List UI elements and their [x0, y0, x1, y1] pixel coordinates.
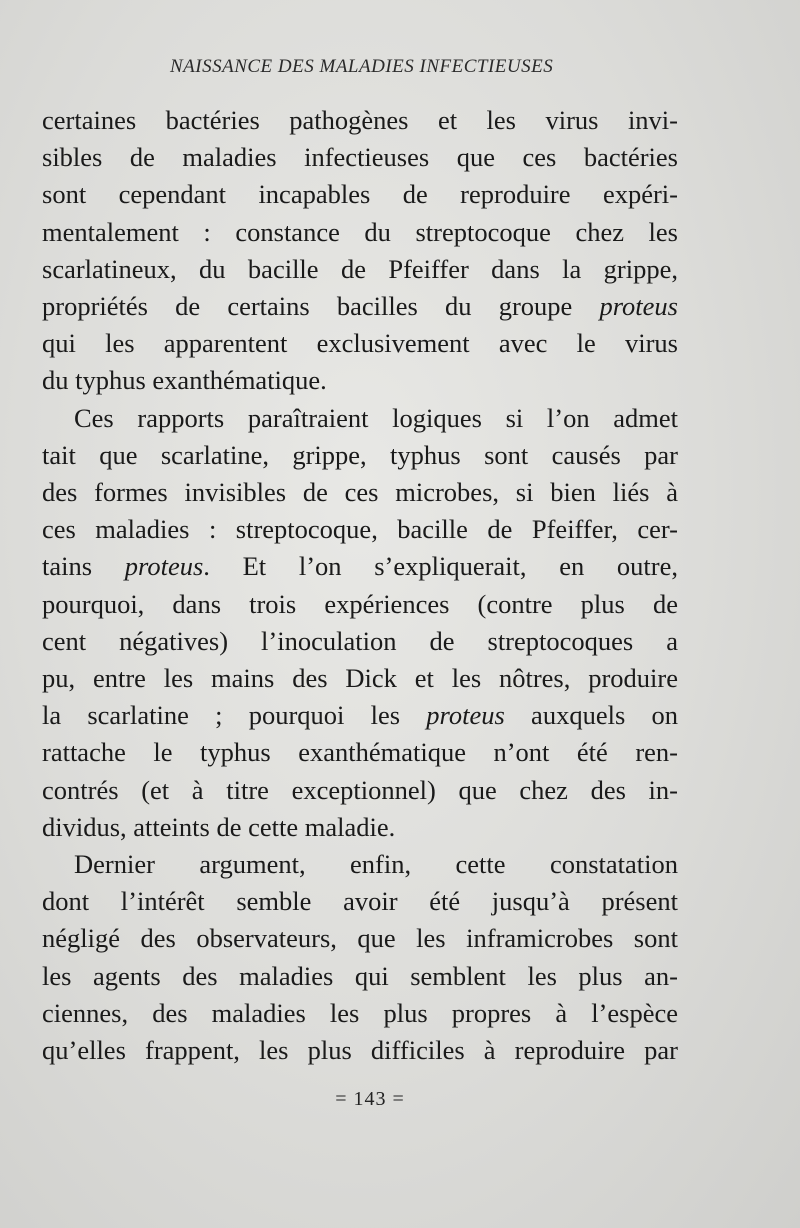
text-line: la scarlatine ; pourquoi les proteus auxquels on	[42, 700, 678, 731]
italic-term: proteus	[599, 291, 678, 322]
text-line: Ces rapports paraîtraient logiques si l’on admet	[74, 402, 678, 433]
text-line: sont cependant incapables de reproduire expéri-	[42, 179, 678, 210]
text-line: négligé des observateurs, que les inframicrobes sont	[42, 923, 678, 954]
text-line: mentalement : constance du streptocoque chez les	[42, 216, 678, 247]
page-number: = 143 =	[335, 1088, 405, 1110]
text-line: pu, entre les mains des Dick et les nôtres, produire	[42, 663, 678, 694]
text-line: propriétés de certains bacilles du groupe proteus	[42, 291, 678, 322]
text-line: du typhus exanthématique.	[42, 365, 327, 396]
running-head: NAISSANCE DES MALADIES INFECTIEUSES	[170, 56, 554, 77]
text-line: pourquoi, dans trois expériences (contre plus de	[42, 588, 678, 619]
italic-term: proteus	[124, 551, 204, 582]
paragraph-1	[42, 102, 678, 400]
text-line: les agents des maladies qui semblent les plus an-	[42, 960, 678, 991]
text-line: tains proteus. Et l’on s’expliquerait, en outre,	[42, 551, 678, 582]
italic-term: proteus	[426, 700, 505, 731]
text-line: certaines bactéries pathogènes et les virus invi-	[42, 105, 678, 135]
text-line: contrés (et à titre exceptionnel) que chez des in-	[42, 774, 678, 805]
text-line: dont l’intérêt semble avoir été jusqu’à présent	[42, 886, 678, 917]
text-line: qui les apparentent exclusivement avec le virus	[42, 328, 678, 359]
text-line: Dernier argument, enfin, cette constatation	[74, 849, 678, 880]
paragraph-2	[42, 400, 678, 846]
text-line: ces maladies : streptocoque, bacille de Pfeiffer, cer-	[42, 514, 678, 545]
text-line: qu’elles frappent, les plus difficiles à reproduire par	[42, 1035, 678, 1066]
text-line: sibles de maladies infectieuses que ces bactéries	[42, 142, 678, 173]
paragraph-3	[42, 846, 678, 1069]
text-line: rattache le typhus exanthématique n’ont été ren-	[42, 737, 678, 768]
text-line: des formes invisibles de ces microbes, si bien liés à	[42, 477, 678, 508]
text-line: cent négatives) l’inoculation de streptocoques a	[42, 625, 678, 656]
text-line: dividus, atteints de cette maladie.	[42, 811, 396, 842]
body-text	[42, 102, 678, 1069]
text-line: tait que scarlatine, grippe, typhus sont causés par	[42, 439, 678, 470]
text-line: ciennes, des maladies les plus propres à l’espèce	[42, 997, 678, 1028]
text-line: scarlatineux, du bacille de Pfeiffer dans la grippe,	[42, 253, 678, 284]
